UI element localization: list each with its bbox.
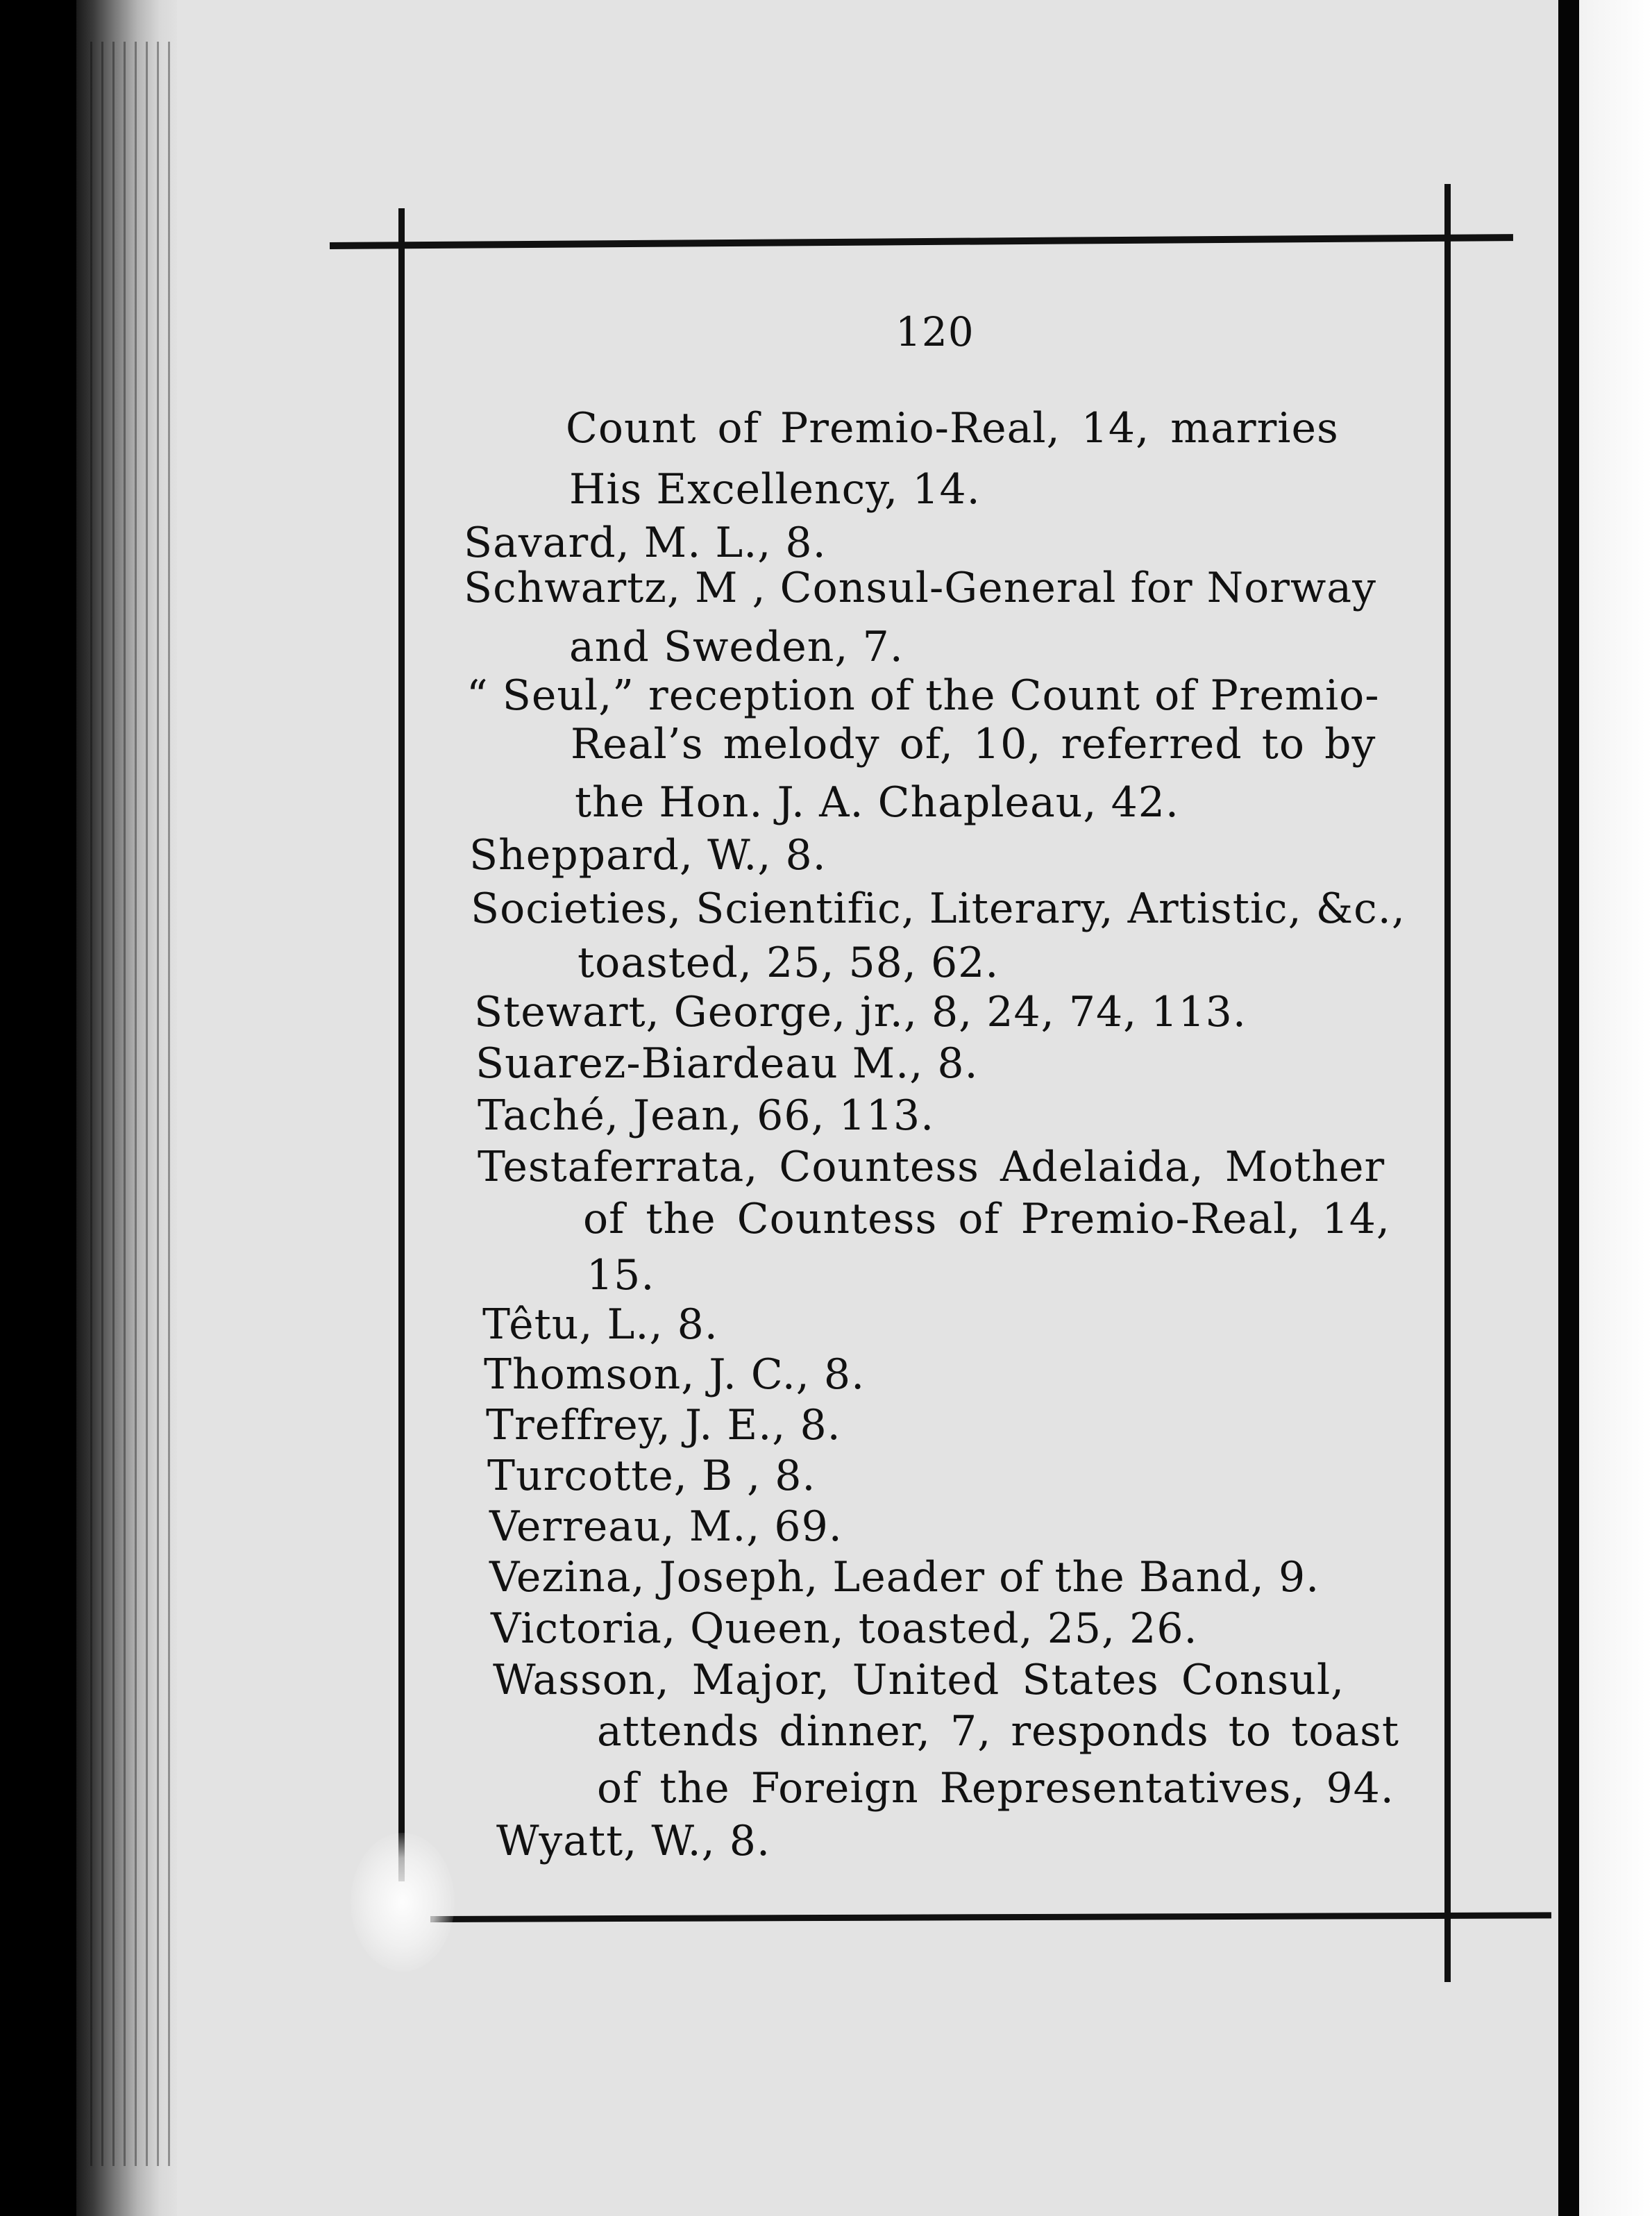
index-line: Wasson, Major, United States Consul, <box>493 1656 1345 1704</box>
index-line: “ Seul,” reception of the Count of Premio- <box>466 671 1380 720</box>
index-line: toasted, 25, 58, 62. <box>578 939 1000 987</box>
index-line: Treffrey, J. E., 8. <box>486 1401 841 1450</box>
index-line: Têtu, L., 8. <box>482 1300 718 1349</box>
index-line: Victoria, Queen, toasted, 25, 26. <box>491 1604 1198 1653</box>
index-line: Stewart, George, jr., 8, 24, 74, 113. <box>474 988 1247 1036</box>
index-line: Sheppard, W., 8. <box>469 831 827 880</box>
index-line: Verreau, M., 69. <box>489 1502 843 1551</box>
index-line: Societies, Scientific, Literary, Artistic, &c., <box>471 884 1406 933</box>
index-line: Vezina, Joseph, Leader of the Band, 9. <box>489 1553 1320 1602</box>
index-line: Savard, M. L., 8. <box>464 519 827 567</box>
index-line: Thomson, J. C., 8. <box>484 1350 866 1399</box>
index-line: Schwartz, M , Consul-General for Norway <box>464 564 1376 612</box>
index-line: Count of Premio-Real, 14, marries <box>566 404 1339 453</box>
index-line: Testaferrata, Countess Adelaida, Mother <box>478 1143 1385 1191</box>
index-line: the Hon. J. A. Chapleau, 42. <box>575 778 1179 827</box>
page-number: 120 <box>895 308 975 355</box>
index-line: of the Countess of Premio-Real, 14, <box>583 1195 1390 1243</box>
index-line: His Excellency, 14. <box>569 465 981 514</box>
index-line: Real’s melody of, 10, referred to by <box>571 720 1376 769</box>
index-line: Turcotte, B , 8. <box>487 1452 816 1500</box>
index-line: Wyatt, W., 8. <box>496 1817 771 1865</box>
index-line: Suarez-Biardeau M., 8. <box>475 1039 979 1088</box>
index-line: 15. <box>587 1251 655 1300</box>
index-line: attends dinner, 7, responds to toast <box>597 1707 1399 1756</box>
index-line: Taché, Jean, 66, 113. <box>478 1091 935 1140</box>
index-line: of the Foreign Representatives, 94. <box>597 1764 1394 1813</box>
index-line: and Sweden, 7. <box>569 623 904 671</box>
